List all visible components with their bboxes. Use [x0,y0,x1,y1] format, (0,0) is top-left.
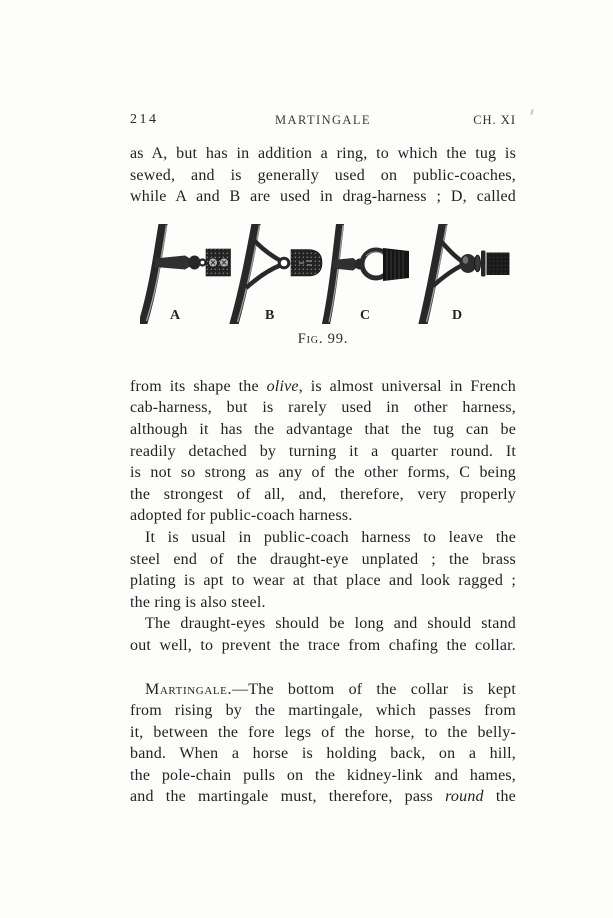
text-line: the ring is also steel. [130,593,266,611]
text-line: The draught-eyes should be long and should stand [145,615,516,633]
text-line: as A, but has in addition a ring, to which the tug is [130,145,516,162]
text-line [130,786,516,808]
text-line: although it has the advantage that the tug can be [130,420,516,438]
text-line: sewed, and is generally used on public-coaches, [130,166,516,184]
text-line: readily detached by turning it a quarter round. It [130,442,516,460]
text-line: adopted for public-coach harness. [130,507,353,525]
text-line: out well, to prevent the trace from chafing the collar. [130,636,516,654]
fitting-d [423,224,510,324]
text-line: while A and B are used in drag-harness ; D, called [130,188,516,206]
fitting-a [143,224,231,323]
text-segment: , is almost universal in French [298,377,516,395]
page-number: 214 [130,112,159,127]
text-line: It is usual in public-coach harness to leave the [145,528,516,546]
text-line [130,679,516,701]
figure-label-c: C [360,307,372,323]
figure-caption: Fig. 99. [297,330,349,347]
text-line: steel end of the draught-eye unplated ; the brass [130,550,516,568]
text-column [130,143,516,808]
chapter-label: CH. XI [473,113,516,127]
italic-text: round [445,788,484,806]
figure-label-d: D [452,307,464,323]
paragraph [130,527,516,613]
harness-fittings-illustration [140,224,512,324]
small-caps-text: Martingale. [145,680,233,698]
paragraph [130,143,516,208]
figure-99 [130,224,516,376]
text-segment: from its shape the [130,377,267,395]
running-head-title: MARTINGALE [275,113,371,127]
text-line: is not so strong as any of the other forms, C being [130,464,516,482]
text-line: band. When a horse is holding back, on a hill, [130,745,516,763]
text-line: it, between the fore legs of the horse, to the belly- [130,723,516,741]
text-line: from rising by the martingale, which passes from [130,702,516,720]
text-segment: and the martingale must, therefore, pass [130,788,446,806]
text-segment: —The bottom of the collar is kept [232,680,516,698]
paragraph [130,376,516,527]
italic-text: olive [266,377,299,395]
text-segment: the [483,788,516,806]
paragraph [130,679,516,809]
text-line [130,376,516,398]
figure-label-a: A [170,307,182,323]
scan-speck [530,109,533,115]
text-line: the pole-chain pulls on the kidney-link and hames, [130,766,516,784]
fitting-b [234,224,322,324]
text-line: the strongest of all, and, therefore, very properly [130,485,516,503]
paragraph [130,613,516,656]
text-line: cab-harness, but is rarely used in other harness, [130,399,516,417]
fitting-c [326,224,409,324]
figure-label-b: B [265,307,276,323]
running-header [130,111,516,129]
text-line: plating is apt to wear at that place and look ragged ; [130,572,516,590]
